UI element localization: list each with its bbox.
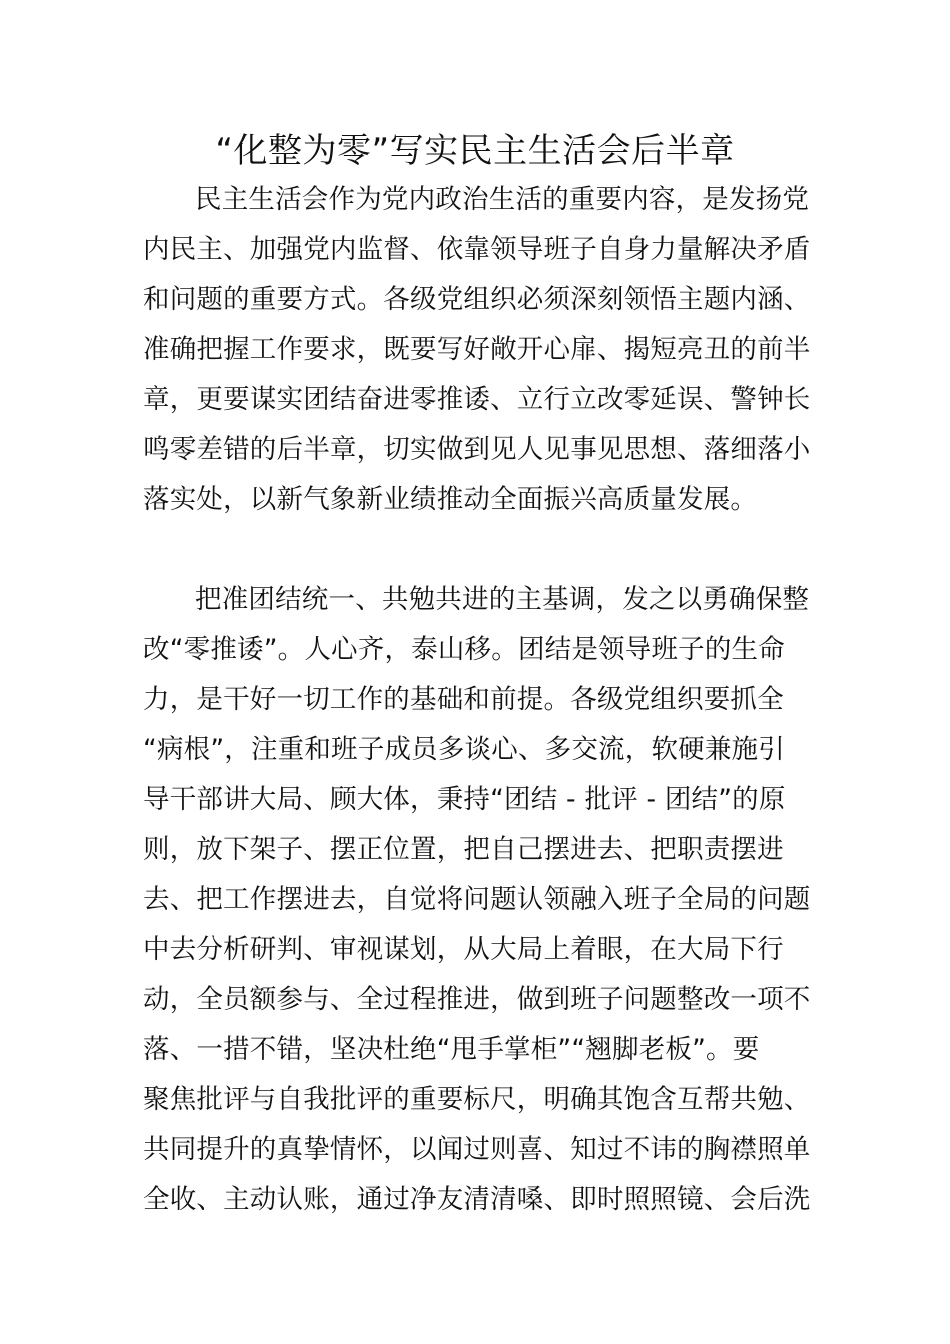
paragraph-2-line: “病根”，注重和班子成员多谈心、多交流，软硬兼施引: [143, 734, 785, 765]
paragraph-2-line: 则，放下架子、摆正位置，把自己摆进去、把职责摆进: [143, 834, 784, 865]
paragraph-2-line: 聚焦批评与自我批评的重要标尺，明确其饱含互帮共勉、: [143, 1084, 811, 1115]
paragraph-2-line: 共同提升的真挚情怀，以闻过则喜、知过不讳的胸襟照单: [143, 1134, 811, 1165]
paragraph-2-line: 落、一措不错，坚决杜绝“甩手掌柜”“翘脚老板”。要: [143, 1034, 760, 1065]
paragraph-2-line: 把准团结统一、共勉共进的主基调，发之以勇确保整: [195, 584, 810, 615]
paragraph-1-line: 落实处，以新气象新业绩推动全面振兴高质量发展。: [143, 484, 758, 515]
paragraph-2-line: 动，全员额参与、全过程推进，做到班子问题整改一项不: [143, 984, 811, 1015]
paragraph-2-line: 力，是干好一切工作的基础和前提。各级党组织要抓全: [143, 684, 784, 715]
document-body: [143, 175, 813, 1225]
paragraph-1-line: 内民主、加强党内监督、依靠领导班子自身力量解决矛盾: [143, 234, 811, 265]
paragraph-2-line: 去、把工作摆进去，自觉将问题认领融入班子全局的问题: [143, 884, 811, 915]
paragraph-2-line: 导干部讲大局、顾大体，秉持“团结 - 批评 - 团结”的原: [143, 784, 786, 815]
paragraph-2-line: 改“零推诿”。人心齐，泰山移。团结是领导班子的生命: [143, 634, 785, 665]
paragraph-1-line: 准确把握工作要求，既要写好敞开心扉、揭短亮丑的前半: [143, 334, 811, 365]
paragraph-2-line: 中去分析研判、审视谋划，从大局上着眼，在大局下行: [143, 934, 784, 965]
paragraph-2-line: 全收、主动认账，通过净友清清嗓、即时照照镜、会后洗: [143, 1184, 811, 1215]
paragraph-1-line: 鸣零差错的后半章，切实做到见人见事见思想、落细落小: [143, 434, 811, 465]
paragraph-1-line: 民主生活会作为党内政治生活的重要内容，是发扬党: [195, 184, 810, 215]
paragraph-1-line: 章，更要谋实团结奋进零推诿、立行立改零延误、警钟长: [143, 384, 811, 415]
document-title: “化整为零”写实民主生活会后半章: [215, 131, 735, 171]
paragraph-1-line: 和问题的重要方式。各级党组织必须深刻领悟主题内涵、: [143, 284, 811, 315]
paragraph-gap: [143, 525, 813, 575]
